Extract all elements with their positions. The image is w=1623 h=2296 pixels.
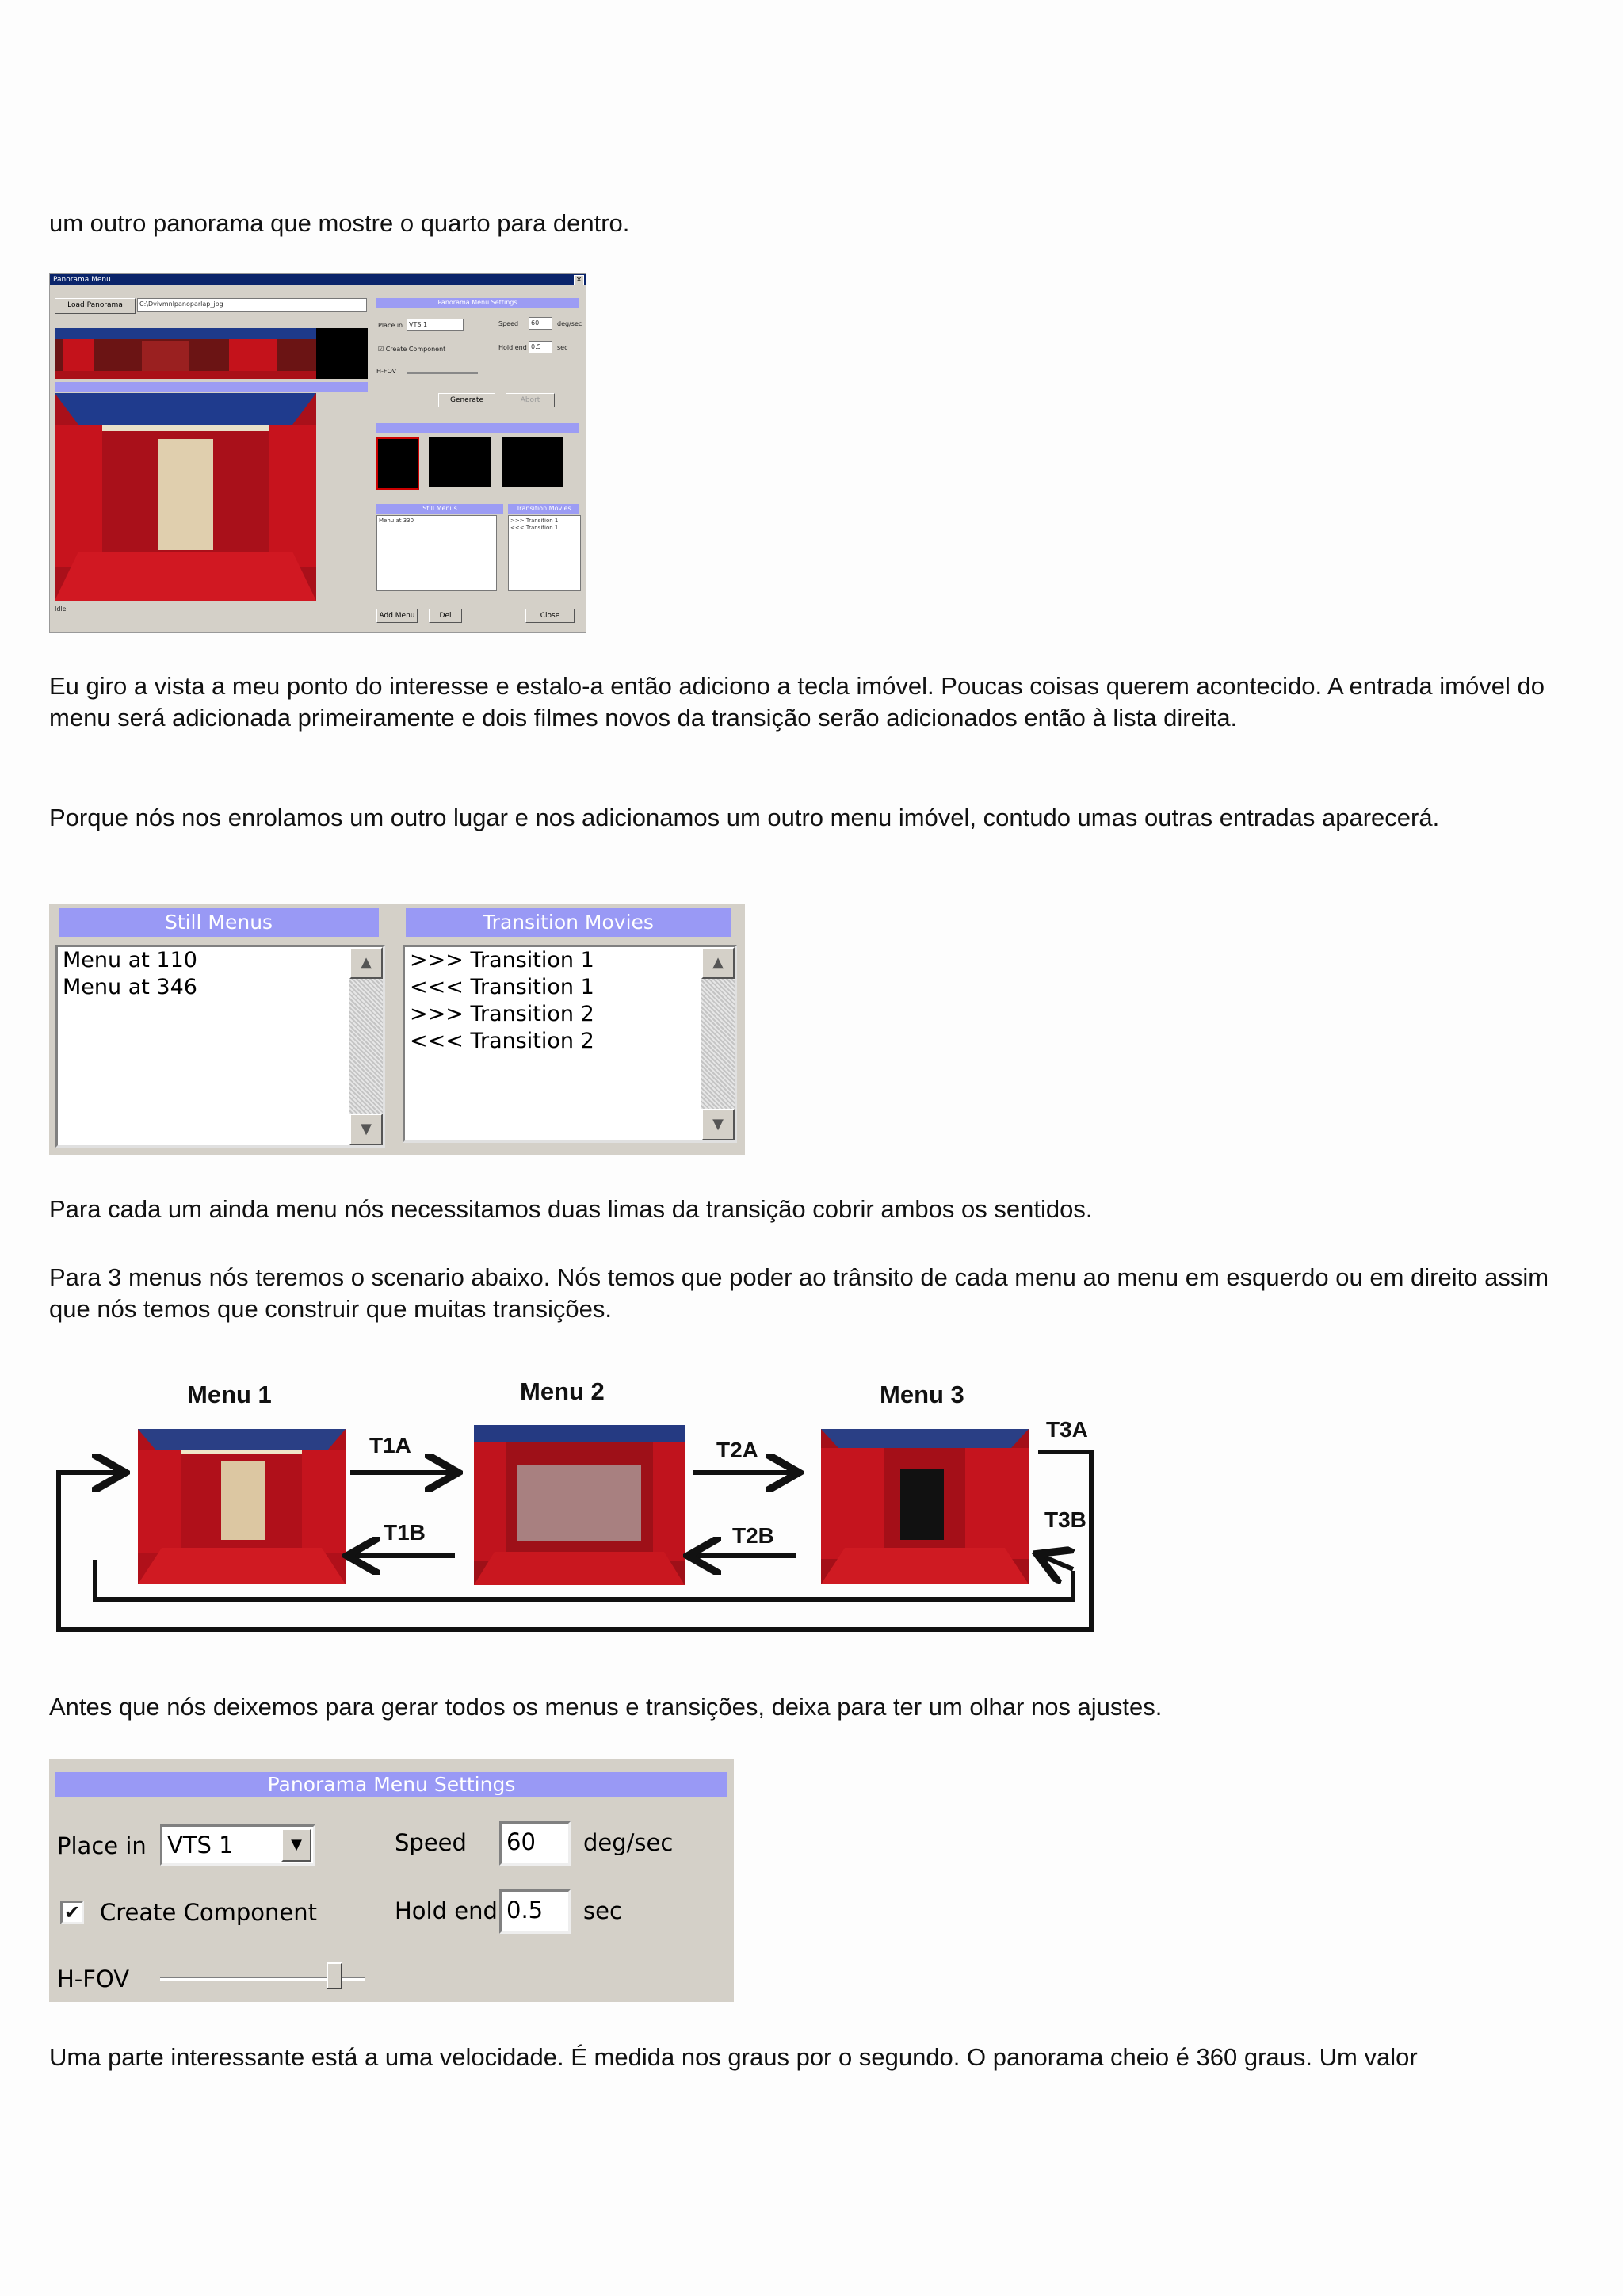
speed-label: Speed: [498, 320, 519, 327]
thumbnail-3[interactable]: [502, 437, 563, 487]
create-component-checkbox[interactable]: ✔: [60, 1901, 84, 1924]
hold-end-input[interactable]: 0.5: [499, 1889, 571, 1934]
hold-end-input[interactable]: 0.5: [529, 341, 552, 353]
place-in-select[interactable]: VTS 1: [407, 319, 464, 331]
place-in-label: Place in: [378, 322, 403, 329]
t3b-label: T3B: [1044, 1507, 1086, 1532]
create-component-label: Create Component: [385, 346, 446, 353]
paragraph-two-transitions: Para cada um ainda menu nós necessitamos duas limas da transição cobrir ambos os sentidos.: [49, 1195, 1093, 1223]
speed-unit: deg/sec: [557, 320, 582, 327]
place-in-value: VTS 1: [167, 1832, 234, 1859]
transition-mini-item[interactable]: >>> Transition 1: [510, 518, 559, 524]
speed-input[interactable]: 60: [499, 1821, 571, 1866]
del-button[interactable]: Del: [429, 609, 462, 623]
paragraph-settings-intro: Antes que nós deixemos para gerar todos os menus e transições, deixa para ter um olhar nos ajustes.: [49, 1693, 1163, 1721]
speed-input[interactable]: 60: [529, 317, 552, 330]
window-title-bar: Panorama Menu: [50, 274, 586, 285]
t3a-label: T3A: [1046, 1417, 1088, 1442]
speed-unit: deg/sec: [583, 1829, 674, 1856]
place-in-label: Place in: [57, 1832, 147, 1859]
scroll-up-icon[interactable]: ▲: [701, 947, 735, 979]
transition-item[interactable]: <<< Transition 2: [410, 1029, 594, 1053]
diagram-arrows: [49, 1362, 1107, 1635]
paragraph-another-menu: Porque nós nos enrolamos um outro lugar e nos adicionamos um outro menu imóvel, contudo umas outras entradas aparecerá.: [49, 804, 1440, 831]
transition-item[interactable]: <<< Transition 1: [410, 975, 594, 999]
thumbnail-2[interactable]: [429, 437, 491, 487]
generate-button[interactable]: Generate: [438, 393, 495, 407]
speed-label: Speed: [395, 1829, 467, 1856]
paragraph-three-menus: Para 3 menus nós teremos o scenario abaixo. Nós temos que poder ao trânsito de cada menu ao menu em esquerdo ou em direito assim que nós temos que construir que muitas transições.: [49, 1263, 1549, 1323]
still-menus-mini-list[interactable]: [376, 515, 497, 591]
paragraph-intro: um outro panorama que mostre o quarto para dentro.: [49, 209, 630, 237]
close-button[interactable]: Close: [525, 609, 575, 623]
status-text: Idle: [55, 606, 67, 613]
place-in-select[interactable]: [160, 1824, 315, 1866]
menu-1-label: Menu 1: [187, 1381, 272, 1408]
thumbnail-1[interactable]: [376, 437, 419, 490]
file-path-field[interactable]: C:\Dvivmnlpanoparlap_jpg: [137, 298, 367, 312]
still-menu-item[interactable]: Menu at 110: [63, 948, 197, 972]
hfov-label: H-FOV: [57, 1966, 130, 1992]
scroll-down-icon[interactable]: ▼: [701, 1109, 735, 1140]
settings-title: Panorama Menu Settings: [55, 1772, 727, 1797]
transitions-mini-list[interactable]: [508, 515, 581, 591]
still-strip-bar: [376, 423, 579, 433]
panorama-strip-image: [55, 328, 368, 379]
transition-movies-list[interactable]: [403, 945, 737, 1143]
t2b-label: T2B: [732, 1523, 774, 1548]
hold-end-label: Hold end: [498, 344, 527, 351]
hfov-label: H-FOV: [376, 368, 397, 375]
hold-end-label: Hold end: [395, 1897, 498, 1924]
preview-room-image: [55, 393, 316, 601]
add-menu-button[interactable]: Add Menu: [376, 609, 418, 623]
preview-bar: [55, 382, 368, 392]
scroll-down-icon[interactable]: ▼: [349, 1114, 383, 1145]
hold-end-unit: sec: [557, 344, 568, 351]
abort-button[interactable]: Abort: [506, 393, 555, 407]
t2a-label: T2A: [716, 1438, 758, 1462]
menu-2-label: Menu 2: [520, 1377, 605, 1405]
transition-item[interactable]: >>> Transition 1: [410, 948, 594, 972]
window-close-icon[interactable]: ×: [574, 275, 584, 285]
still-menus-list[interactable]: [55, 945, 385, 1148]
settings-bar: Panorama Menu Settings: [376, 298, 579, 308]
hfov-slider[interactable]: [407, 372, 478, 374]
transition-mini-item[interactable]: <<< Transition 1: [510, 525, 559, 531]
panorama-menu-window: [49, 273, 586, 633]
transition-item[interactable]: >>> Transition 2: [410, 1002, 594, 1026]
transition-movies-title: Transition Movies: [406, 908, 731, 937]
hfov-slider-thumb[interactable]: [327, 1962, 342, 1989]
create-component-checkbox[interactable]: ☑ Create Component: [378, 346, 446, 353]
paragraph-add-still: Eu giro a vista a meu ponto do interesse e estalo-a então adiciono a tecla imóvel. Poucas coisas querem acontecido. A entrada imóvel do menu será adicionada primeiramente e dois filmes novos da transição serão adicionados então à lista direita.: [49, 672, 1545, 732]
create-component-label: Create Component: [100, 1899, 317, 1926]
panorama-menu-settings-panel: [49, 1759, 734, 2002]
hold-end-unit: sec: [583, 1897, 622, 1924]
menu-lists-panel: [49, 904, 745, 1155]
load-panorama-button[interactable]: Load Panorama: [55, 298, 136, 314]
t1a-label: T1A: [369, 1433, 411, 1457]
transitions-mini-bar: Transition Movies: [508, 504, 579, 514]
still-menus-scrollbar[interactable]: [349, 947, 383, 1145]
still-menu-item[interactable]: Menu at 346: [63, 975, 197, 999]
t1b-label: T1B: [384, 1520, 426, 1545]
still-menus-mini-bar: Still Menus: [376, 504, 503, 514]
chevron-down-icon[interactable]: ▼: [281, 1828, 311, 1862]
transition-movies-scrollbar[interactable]: [701, 947, 735, 1140]
still-menu-mini-item[interactable]: Menu at 330: [379, 518, 414, 524]
paragraph-speed: Uma parte interessante está a uma velocidade. É medida nos graus por o segundo. O panorama cheio é 360 graus. Um valor: [49, 2043, 1418, 2071]
still-menus-title: Still Menus: [59, 908, 379, 937]
menu-3-label: Menu 3: [880, 1381, 964, 1408]
scroll-up-icon[interactable]: ▲: [349, 947, 383, 979]
transition-diagram: [49, 1362, 1107, 1635]
